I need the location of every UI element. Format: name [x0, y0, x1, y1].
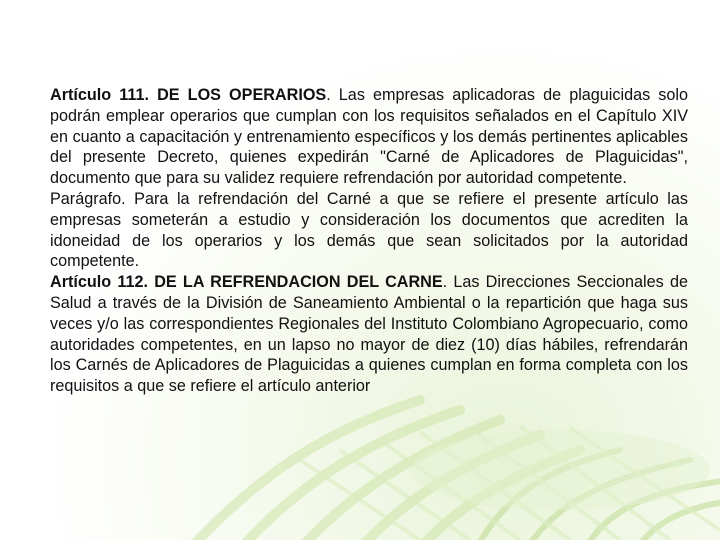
paragraph-paragrafo: [50, 189, 688, 272]
article-111-heading: Artículo 111. DE LOS OPERARIOS: [50, 86, 327, 104]
paragraph-article-112: [50, 272, 688, 397]
article-112-heading: Artículo 112. DE LA REFRENDACION DEL CARNE: [50, 273, 443, 292]
article-111-body: . Las empresas aplicadoras de plaguicidas solo podrán emplear operarios que cumplan con los requisitos señalados en el Capítulo XIV en cuanto a capacitación y entrenamiento específicos y los demás pertinentes aplicables del presente Decreto, quienes expedirán "Carné de Aplicadores de Plaguicidas", documento que para su validez requiere refrendación por autoridad competente.: [50, 86, 688, 188]
document-text: [50, 85, 688, 397]
paragraph-article-111: [50, 85, 688, 189]
article-112-body: . Las Direcciones Seccionales de Salud a través de la División de Saneamiento Ambiental o la repartición que haga sus veces y/o las correspondientes Regionales del Instituto Colombiano Agropecuario, como autoridades competentes, en un lapso no mayor de diez (10) días hábiles, refrendarán los Carnés de Aplicadores de Plaguicidas a quienes cumplan en forma completa con los requisitos a que se refiere el artículo anterior: [50, 273, 688, 396]
paragrafo-body: Parágrafo. Para la refrendación del Carné a que se refiere el presente artículo las empresas someterán a estudio y consideración los documentos que acrediten la idoneidad de los operarios y los demás que sean solicitados por la autoridad competente.: [50, 189, 688, 271]
